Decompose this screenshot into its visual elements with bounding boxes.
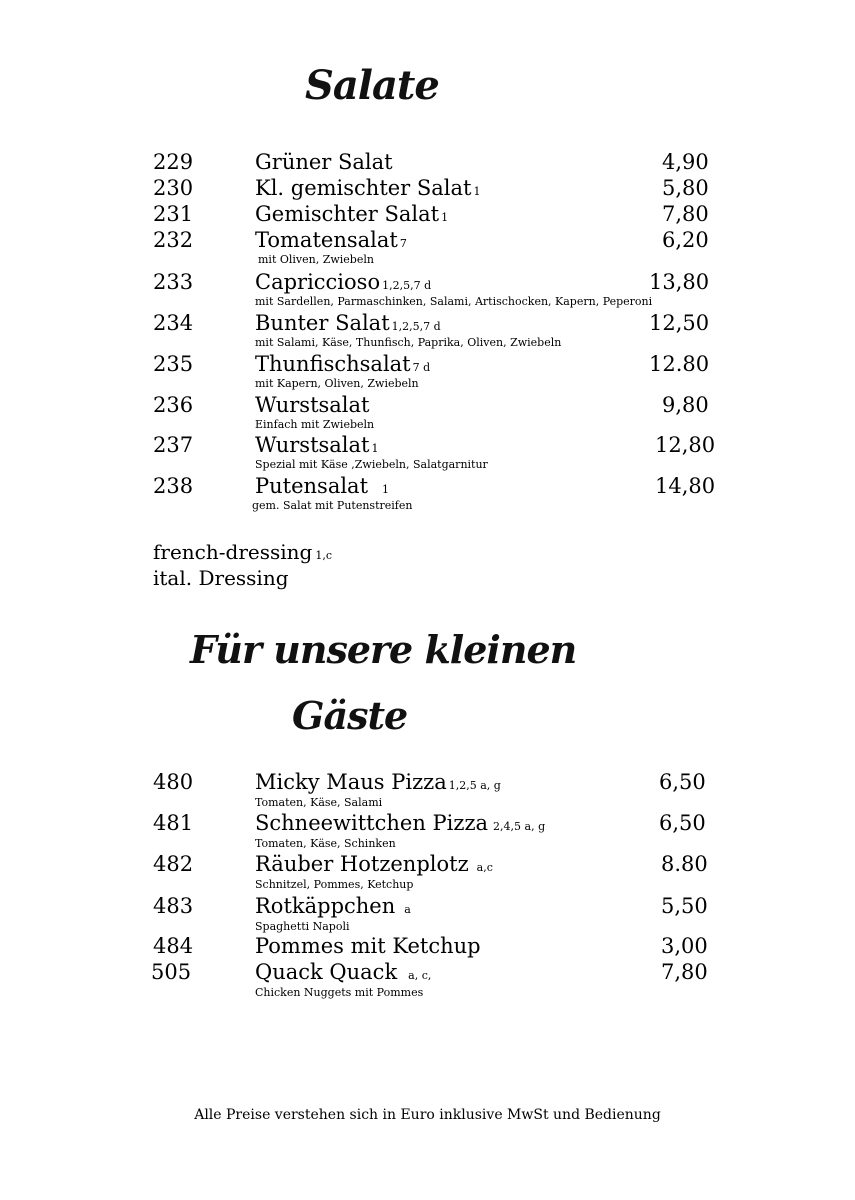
allergen-codes: a,c bbox=[476, 861, 493, 874]
allergen-codes: 7 d bbox=[412, 361, 431, 374]
item-number: 482 bbox=[153, 852, 194, 876]
item-description: Spezial mit Käse ,Zwiebeln, Salatgarnitur bbox=[255, 458, 488, 471]
item-name: Gemischter Salat 1 bbox=[255, 202, 449, 226]
item-name: Tomatensalat 7 bbox=[255, 228, 407, 252]
allergen-codes: 1 bbox=[473, 185, 481, 198]
item-number: 232 bbox=[153, 228, 194, 252]
item-name: Schneewittchen Pizza 2,4,5 a, g bbox=[255, 811, 546, 835]
price-footnote: Alle Preise verstehen sich in Euro inklusive MwSt und Bedienung bbox=[194, 1107, 661, 1123]
item-number: 481 bbox=[153, 811, 194, 835]
item-price: 6,50 bbox=[659, 811, 706, 835]
allergen-codes: 1,c bbox=[315, 549, 332, 562]
item-number: 238 bbox=[153, 474, 194, 498]
item-number: 483 bbox=[153, 894, 194, 918]
item-price: 12.80 bbox=[649, 352, 710, 376]
allergen-codes: 2,4,5 a, g bbox=[493, 820, 546, 833]
item-price: 6,50 bbox=[659, 770, 706, 794]
item-price: 14,80 bbox=[655, 474, 716, 498]
item-price: 5,80 bbox=[662, 176, 709, 200]
item-number: 230 bbox=[153, 176, 194, 200]
item-description: Einfach mit Zwiebeln bbox=[255, 418, 375, 431]
item-name: Micky Maus Pizza 1,2,5 a, g bbox=[255, 770, 501, 794]
item-description: mit Oliven, Zwiebeln bbox=[258, 253, 374, 266]
item-price: 5,50 bbox=[661, 894, 708, 918]
section-title-salate: Salate bbox=[305, 62, 439, 109]
dressing-item: french-dressing 1,c bbox=[153, 540, 332, 564]
item-description: Tomaten, Käse, Schinken bbox=[255, 837, 396, 850]
item-price: 3,00 bbox=[661, 934, 708, 958]
item-number: 231 bbox=[153, 202, 194, 226]
item-number: 480 bbox=[153, 770, 194, 794]
item-price: 4,90 bbox=[662, 150, 709, 174]
item-name: Wurstsalat 1 bbox=[255, 433, 379, 457]
item-price: 7,80 bbox=[661, 960, 708, 984]
item-number: 229 bbox=[153, 150, 194, 174]
section-title-kids: Für unsere kleinen bbox=[190, 627, 577, 672]
item-name: Bunter Salat 1,2,5,7 d bbox=[255, 311, 441, 335]
item-number: 234 bbox=[153, 311, 194, 335]
item-name: Rotkäppchen a bbox=[255, 894, 411, 918]
item-name: Räuber Hotzenplotz a,c bbox=[255, 852, 493, 876]
allergen-codes: 1 bbox=[371, 442, 379, 455]
item-name: Thunfischsalat 7 d bbox=[255, 352, 431, 376]
item-description: mit Salami, Käse, Thunfisch, Paprika, Oliven, Zwiebeln bbox=[255, 336, 562, 349]
item-price: 8.80 bbox=[661, 852, 708, 876]
allergen-codes: 1 bbox=[441, 211, 449, 224]
item-price: 6,20 bbox=[662, 228, 709, 252]
item-price: 12,80 bbox=[655, 433, 716, 457]
item-name: Putensalat 1 bbox=[255, 474, 390, 498]
allergen-codes: 1,2,5,7 d bbox=[391, 320, 441, 333]
item-description: Chicken Nuggets mit Pommes bbox=[255, 986, 424, 999]
item-number: 233 bbox=[153, 270, 194, 294]
item-number: 484 bbox=[153, 934, 194, 958]
item-name: Quack Quack a, c, bbox=[255, 960, 432, 984]
item-name: Grüner Salat bbox=[255, 150, 393, 174]
allergen-codes: 1,2,5,7 d bbox=[382, 279, 432, 292]
allergen-codes: a, c, bbox=[408, 969, 432, 982]
allergen-codes: 1,2,5 a, g bbox=[448, 779, 501, 792]
item-description: mit Kapern, Oliven, Zwiebeln bbox=[255, 377, 419, 390]
item-number: 505 bbox=[151, 960, 192, 984]
item-number: 237 bbox=[153, 433, 194, 457]
item-description: Tomaten, Käse, Salami bbox=[255, 796, 383, 809]
item-price: 13,80 bbox=[649, 270, 710, 294]
item-price: 9,80 bbox=[662, 393, 709, 417]
item-name: Pommes mit Ketchup bbox=[255, 934, 481, 958]
section-title-kids-line2: Gäste bbox=[292, 693, 408, 738]
item-number: 236 bbox=[153, 393, 194, 417]
item-description: Spaghetti Napoli bbox=[255, 920, 350, 933]
dressing-item: ital. Dressing bbox=[153, 566, 289, 590]
item-price: 7,80 bbox=[662, 202, 709, 226]
item-name: Capriccioso 1,2,5,7 d bbox=[255, 270, 432, 294]
item-description: gem. Salat mit Putenstreifen bbox=[252, 499, 413, 512]
allergen-codes: a bbox=[404, 903, 411, 916]
item-name: Wurstsalat bbox=[255, 393, 370, 417]
item-description: mit Sardellen, Parmaschinken, Salami, Artischocken, Kapern, Peperoni bbox=[255, 295, 653, 308]
item-number: 235 bbox=[153, 352, 194, 376]
allergen-codes: 1 bbox=[382, 483, 390, 496]
allergen-codes: 7 bbox=[399, 237, 407, 250]
item-price: 12,50 bbox=[649, 311, 710, 335]
item-description: Schnitzel, Pommes, Ketchup bbox=[255, 878, 414, 891]
item-name: Kl. gemischter Salat 1 bbox=[255, 176, 481, 200]
